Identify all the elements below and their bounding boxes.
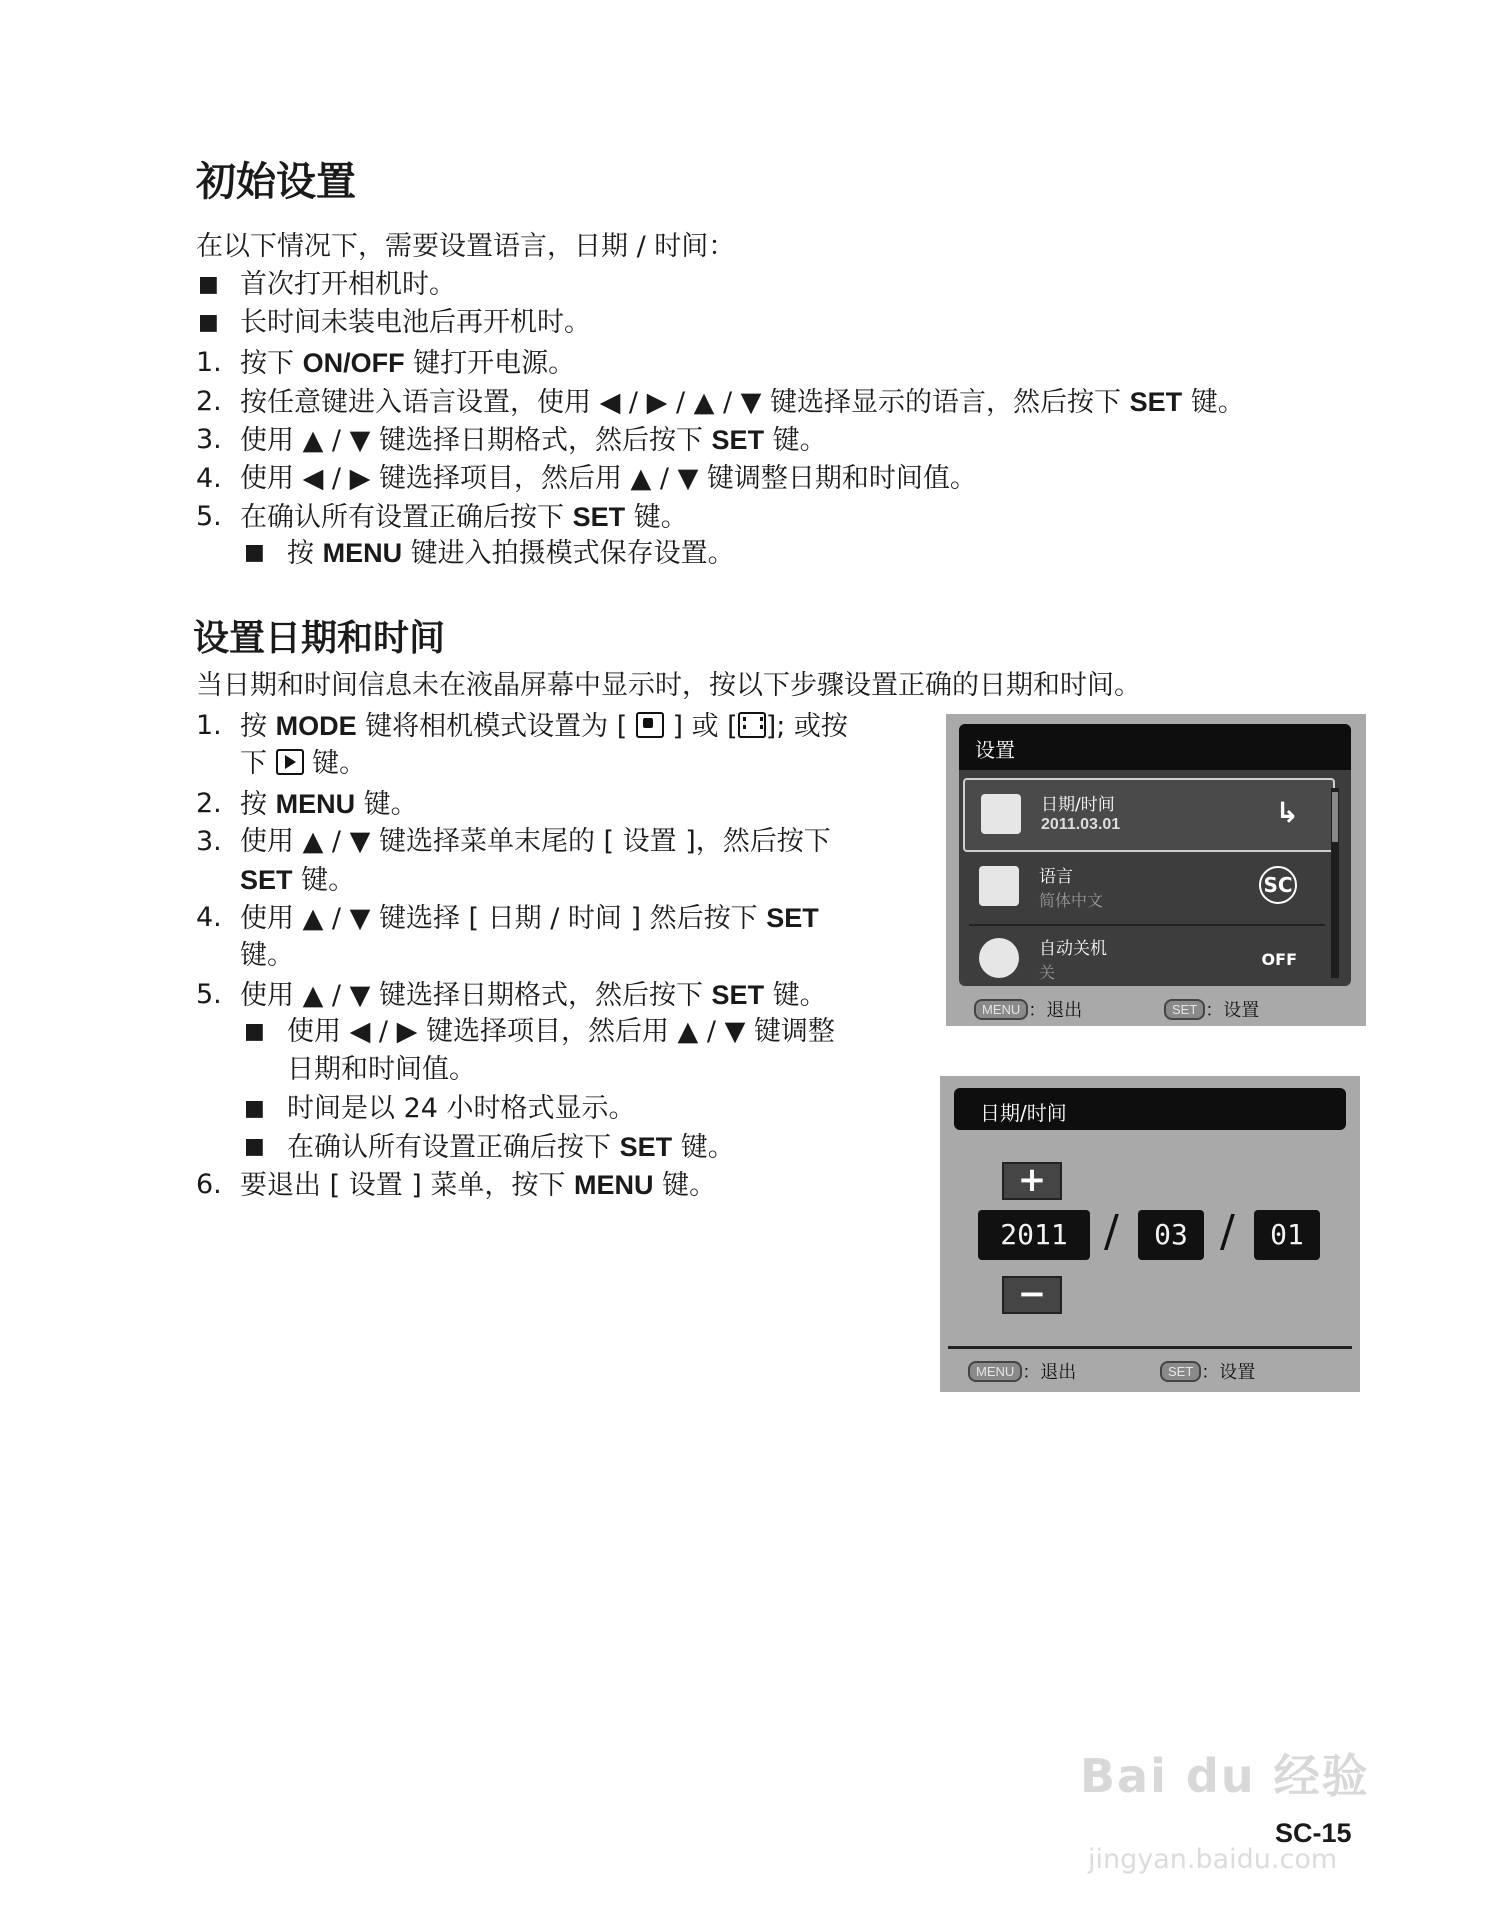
footer-set-hint: SET ：设置 (1164, 996, 1259, 1022)
step-text: 按下 ON/OFF 键打开电源。 (240, 348, 576, 379)
section-title: 设置日期和时间 (193, 618, 446, 659)
bullet-icon: ■ (198, 310, 219, 335)
page-title: 初始设置 (196, 159, 356, 205)
step-number: 6. (196, 1169, 222, 1200)
intro-text-2: 当日期和时间信息未在液晶屏幕中显示时，按以下步骤设置正确的日期和时间。 (196, 670, 1141, 701)
menu-item-language[interactable]: 语言 简体中文 SC (963, 852, 1331, 922)
page-number: SC-15 (1275, 1818, 1352, 1848)
enter-arrow-icon: ↳ (1275, 796, 1299, 829)
bullet-icon: ■ (244, 1019, 265, 1044)
bullet-icon: ■ (244, 540, 265, 565)
menu-item-date-time[interactable]: 日期/时间 2011.03.01 ↳ (963, 778, 1335, 852)
scrollbar[interactable] (1331, 788, 1339, 978)
setup-menu-panel (959, 724, 1351, 986)
day-field[interactable]: 01 (1254, 1210, 1320, 1260)
step-text: 使用 ▲ / ▼ 键选择日期格式，然后按下 SET 键。 (240, 425, 827, 456)
step-number: 3. (196, 826, 222, 857)
increment-button[interactable]: + (1002, 1162, 1062, 1200)
footer-exit-hint: MENU ：退出 (974, 996, 1082, 1022)
step-subitem: 在确认所有设置正确后按下 SET 键。 (287, 1132, 735, 1163)
watermark-url: jingyan.baidu.com (1088, 1844, 1338, 1875)
step-text: 使用 ▲ / ▼ 键选择菜单末尾的 [ 设置 ]，然后按下 (240, 826, 831, 857)
language-icon (979, 866, 1019, 906)
decrement-button[interactable]: − (1002, 1276, 1062, 1314)
step-text-cont: SET 键。 (240, 865, 356, 896)
calendar-icon (981, 794, 1021, 834)
bullet-icon: ■ (244, 1096, 265, 1121)
step-subitem: 时间是以 24 小时格式显示。 (287, 1093, 636, 1124)
bullet-icon: ■ (244, 1134, 265, 1159)
step-text: 在确认所有设置正确后按下 SET 键。 (240, 502, 688, 533)
date-separator: / (1104, 1206, 1119, 1257)
step-number: 5. (196, 979, 222, 1010)
bullet-icon: ■ (198, 272, 219, 297)
step-text-cont: 键。 (240, 940, 294, 971)
step-number: 4. (196, 463, 222, 494)
simplified-chinese-icon: SC (1259, 866, 1297, 904)
step-number: 4. (196, 902, 222, 933)
setup-menu-screenshot (946, 714, 1366, 1026)
step-text: 按任意键进入语言设置，使用 ◀ / ▶ / ▲ / ▼ 键选择显示的语言，然后按下 SET 键。 (240, 387, 1245, 418)
step-text: 使用 ▲ / ▼ 键选择日期格式，然后按下 SET 键。 (240, 980, 827, 1011)
date-time-screenshot (940, 1076, 1360, 1392)
footer-set-hint: SET ：设置 (1160, 1358, 1255, 1384)
step-text: 按 MODE 键将相机模式设置为 [ ] 或 [ ]; 或按 (240, 711, 848, 742)
step-number: 1. (196, 710, 222, 741)
footer-exit-hint: MENU ：退出 (968, 1358, 1076, 1384)
intro-text: 在以下情况下，需要设置语言，日期 / 时间： (196, 231, 736, 262)
step-text-cont: 下 键。 (240, 748, 367, 779)
watermark-logo: Bai du 经验 (1080, 1749, 1370, 1803)
off-icon: OFF (1261, 950, 1297, 969)
step-number: 5. (196, 501, 222, 532)
year-field[interactable]: 2011 (978, 1210, 1090, 1260)
step-number: 3. (196, 424, 222, 455)
video-mode-icon (738, 712, 766, 738)
step-subitem-cont: 日期和时间值。 (287, 1054, 476, 1085)
step-number: 2. (196, 386, 222, 417)
date-time-header: 日期/时间 (954, 1088, 1346, 1130)
step-text: 使用 ▲ / ▼ 键选择 [ 日期 / 时间 ] 然后按下 SET (240, 903, 819, 934)
step-subitem: 使用 ◀ / ▶ 键选择项目，然后用 ▲ / ▼ 键调整 (287, 1016, 835, 1047)
step-subitem: 按 MENU 键进入拍摄模式保存设置。 (287, 538, 735, 569)
power-icon (979, 938, 1019, 978)
step-number: 2. (196, 788, 222, 819)
menu-header: 设置 (959, 724, 1351, 770)
scrollbar-thumb[interactable] (1332, 792, 1338, 842)
condition-item: 长时间未装电池后再开机时。 (240, 307, 591, 338)
step-text: 按 MENU 键。 (240, 789, 418, 820)
footer-divider (948, 1346, 1352, 1349)
step-text: 要退出 [ 设置 ] 菜单，按下 MENU 键。 (240, 1170, 717, 1201)
condition-item: 首次打开相机时。 (240, 269, 456, 300)
step-text: 使用 ◀ / ▶ 键选择项目，然后用 ▲ / ▼ 键调整日期和时间值。 (240, 463, 977, 494)
step-number: 1. (196, 347, 222, 378)
playback-icon (276, 749, 304, 775)
date-separator: / (1220, 1206, 1235, 1257)
month-field[interactable]: 03 (1138, 1210, 1204, 1260)
menu-item-auto-off[interactable]: 自动关机 关 OFF (963, 924, 1331, 986)
camera-mode-icon (636, 712, 664, 738)
